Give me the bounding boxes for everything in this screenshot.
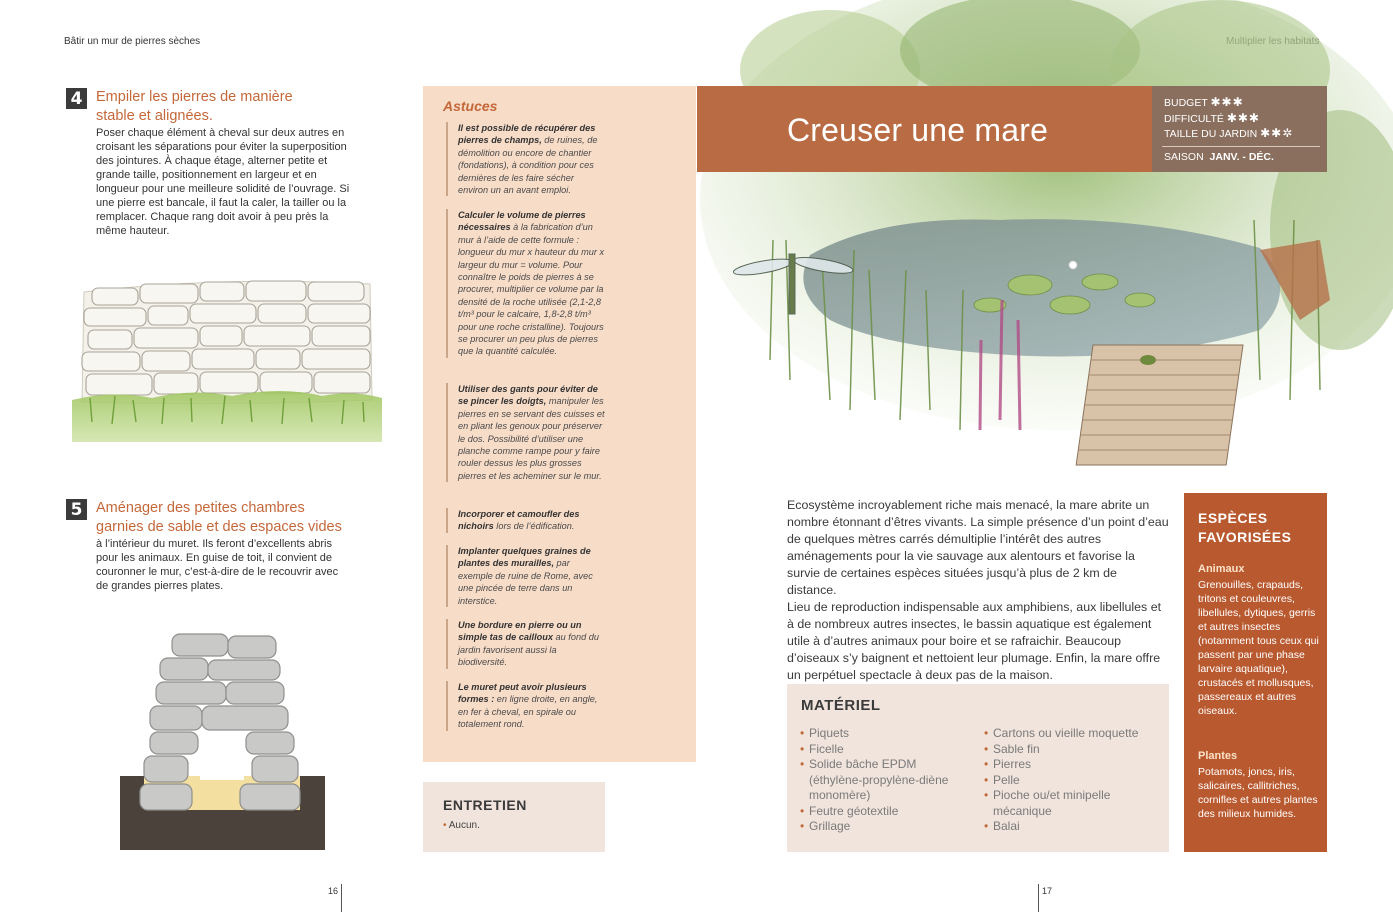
tip-2-bold: Calculer le volume de pierres nécessaires [458, 210, 586, 233]
materiel-item: • Ficelle [800, 742, 970, 758]
budget-row [1164, 95, 1244, 109]
page-number-right: 17 [1042, 886, 1053, 896]
materiel-item: • Balai [984, 819, 1162, 835]
step-5-title-line1: Aménager des petites chambres [96, 500, 305, 516]
dry-stone-wall-illustration [72, 272, 382, 442]
tip-4-text: lors de l’édification. [493, 521, 575, 532]
tip-3-bold: Utiliser des gants pour éviter de se pincer les doigts, [458, 384, 598, 407]
step-4-body: Poser chaque élément à cheval sur deux autres en croisant les séparations pour éviter la superposition des jointures. À chaque étage, alterner petite et grande taille, positionnement en largeur et en longueur pour une meilleure solidité de l’ouvrage. Si une pierre est bancale, il faut la caler, la tailler ou la remplacer. Chaque rang doit avoir à peu près la même hauteur. [96, 127, 350, 237]
running-head-left: Bâtir un mur de pierres sèches [64, 36, 201, 47]
materiel-item: • Cartons ou vieille moquette [984, 726, 1162, 742]
entretien-box [423, 782, 605, 852]
difficulte-row [1164, 111, 1260, 125]
saison-value: JANV. - DÉC. [1209, 151, 1274, 163]
budget-stars: ✱✱✱ [1210, 95, 1244, 109]
materiel-item: • Grillage [800, 819, 970, 835]
difficulte-label: DIFFICULTÉ [1164, 113, 1224, 125]
step-4-title [96, 88, 396, 126]
materiel-item: • Pioche ou/et minipelle mécanique [984, 788, 1162, 819]
astuces-title: Astuces [443, 98, 498, 114]
materiel-list-col2 [984, 726, 1162, 835]
tip-2 [446, 209, 606, 358]
tip-1-text: de ruines, de démolition ou encore de chantier (fondations), à condition pour ces dernières de les faire sécher environ un an avant emploi. [458, 135, 598, 196]
step-5-body: à l’intérieur du muret. Ils feront d’excellents abris pour les animaux. En guise de toit, il convient de couronner le mur, c’est-à-dire de le recouvrir avec de grandes pierres plates. [96, 538, 339, 592]
materiel-item: • Solide bâche EPDM (éthylène-propylène-diène monomère) [800, 757, 970, 804]
taille-row [1164, 126, 1293, 140]
especes-title-line2: FAVORISÉES [1198, 529, 1292, 545]
materiel-item: • Feutre géotextile [800, 804, 970, 820]
materiel-item: • Pierres [984, 757, 1162, 773]
page-number-left: 16 [328, 886, 339, 896]
folio-rule-left [341, 884, 342, 912]
step-5-title-line2: garnies de sable et des espaces vides [96, 519, 342, 535]
tip-7 [446, 681, 606, 731]
entretien-item-text: Aucun. [448, 820, 480, 831]
step-5-title [96, 499, 396, 537]
folio-rule-right [1038, 884, 1039, 912]
info-panel [1152, 86, 1327, 172]
wall-cross-section-illustration [120, 628, 325, 850]
tip-5 [446, 545, 606, 607]
difficulte-stars: ✱✱✱ [1226, 111, 1260, 125]
pond-illustration [700, 0, 1393, 500]
intro-text [787, 497, 1169, 684]
budget-label: BUDGET [1164, 97, 1208, 109]
tip-2-text: à la fabrication d’un mur à l’aide de cette formule : longueur du mur x hauteur du mur x largeur du mur = volume. Pour connaître le poids de pierres à se procurer, multiplier ce volume par la densité de la roche utilisée (2,1-2,8 t/m³ pour le calcaire, 1,8-2,8 t/m³ pour une roche cristalline). Toujours se procurer un peu plus de pierres que la quantité calculée. [458, 222, 605, 357]
saison-row [1164, 151, 1274, 163]
tip-6 [446, 619, 606, 669]
tip-7-text: en ligne droite, en angle, en fer à cheval, en spirale ou totalement rond. [458, 694, 598, 730]
materiel-title: MATÉRIEL [801, 697, 881, 714]
animaux-text: Grenouilles, crapauds, tritons et couleuvres, libellules, dytiques, gerris et autres insectes (notamment tous ceux qui passent par une phase larvaire aquatique), crustacés et mollusques, passereaux et autres oiseaux. [1198, 579, 1319, 717]
plantes-text: Potamots, joncs, iris, salicaires, callitriches, cornifles et autres plantes des milieux humides. [1198, 766, 1318, 820]
page-title: Creuser une mare [787, 112, 1049, 148]
especes-box [1184, 493, 1327, 852]
tip-3 [446, 383, 606, 482]
step-5-number: 5 [66, 499, 87, 520]
especes-title [1198, 509, 1291, 547]
taille-label: TAILLE DU JARDIN [1164, 128, 1258, 140]
plantes-label: Plantes [1198, 750, 1238, 762]
materiel-list-col1 [800, 726, 970, 835]
step-4-title-line1: Empiler les pierres de manière [96, 89, 293, 105]
tip-6-bold: Une bordure en pierre ou un simple tas de cailloux [458, 620, 582, 643]
especes-title-line1: ESPÈCES [1198, 510, 1268, 526]
materiel-item: • Pelle [984, 773, 1162, 789]
saison-label: SAISON [1164, 151, 1204, 163]
tip-1 [446, 122, 606, 196]
materiel-item: • Piquets [800, 726, 970, 742]
entretien-title: ENTRETIEN [443, 797, 527, 813]
materiel-item: • Sable fin [984, 742, 1162, 758]
tip-1-bold: Il est possible de récupérer des pierres de champs, [458, 123, 596, 146]
step-4-number: 4 [66, 88, 87, 109]
tip-4-bold: Incorporer et camoufler des nichoirs [458, 509, 580, 532]
tip-5-bold: Implanter quelques graines de plantes des murailles, [458, 546, 591, 569]
intro-paragraph-2: Lieu de reproduction indispensable aux amphibiens, aux libellules et à de nombreux autres insectes, le bassin aquatique est également utile à d’autres animaux pour boire et se rafraichir. Beaucoup d’oiseaux s’y baignent et nettoient leur plumage. Enfin, la mare offre un perpétuel spectacle à deux pas de la maison. [787, 600, 1162, 682]
tip-6-text: au fond du jardin favorisent aussi la biodiversité. [458, 632, 599, 668]
animaux-label: Animaux [1198, 563, 1245, 575]
tip-7-bold: Le muret peut avoir plusieurs formes : [458, 682, 587, 705]
tip-5-text: par exemple de ruine de Rome, avec une pincée de terre dans un interstice. [458, 558, 593, 606]
tip-3-text: manipuler les pierres en se servant des cuisses et en pliant les genoux pour préserver le dos. Possibilité d’utiliser une planche comme rampe pour y faire rouler dessus les plus grosses pierres et les acheminer sur le mur. [458, 396, 605, 481]
step-4-title-line2: stable et alignées. [96, 108, 213, 124]
tip-4 [446, 508, 606, 533]
entretien-item: • Aucun. [443, 820, 480, 831]
info-divider [1162, 146, 1320, 147]
intro-paragraph-1: Ecosystème incroyablement riche mais menacé, la mare abrite un nombre étonnant d’êtres vivants. La simple présence d’un point d’eau de quelques mètres carrés démultiplie l’intérêt des autres aménagements pour la vie sauvage aux alentours et favorise la survie de certaines espèces situées jusqu’à plus de 2 km de distance. [787, 498, 1169, 597]
taille-stars: ✱✱✲ [1260, 126, 1294, 140]
